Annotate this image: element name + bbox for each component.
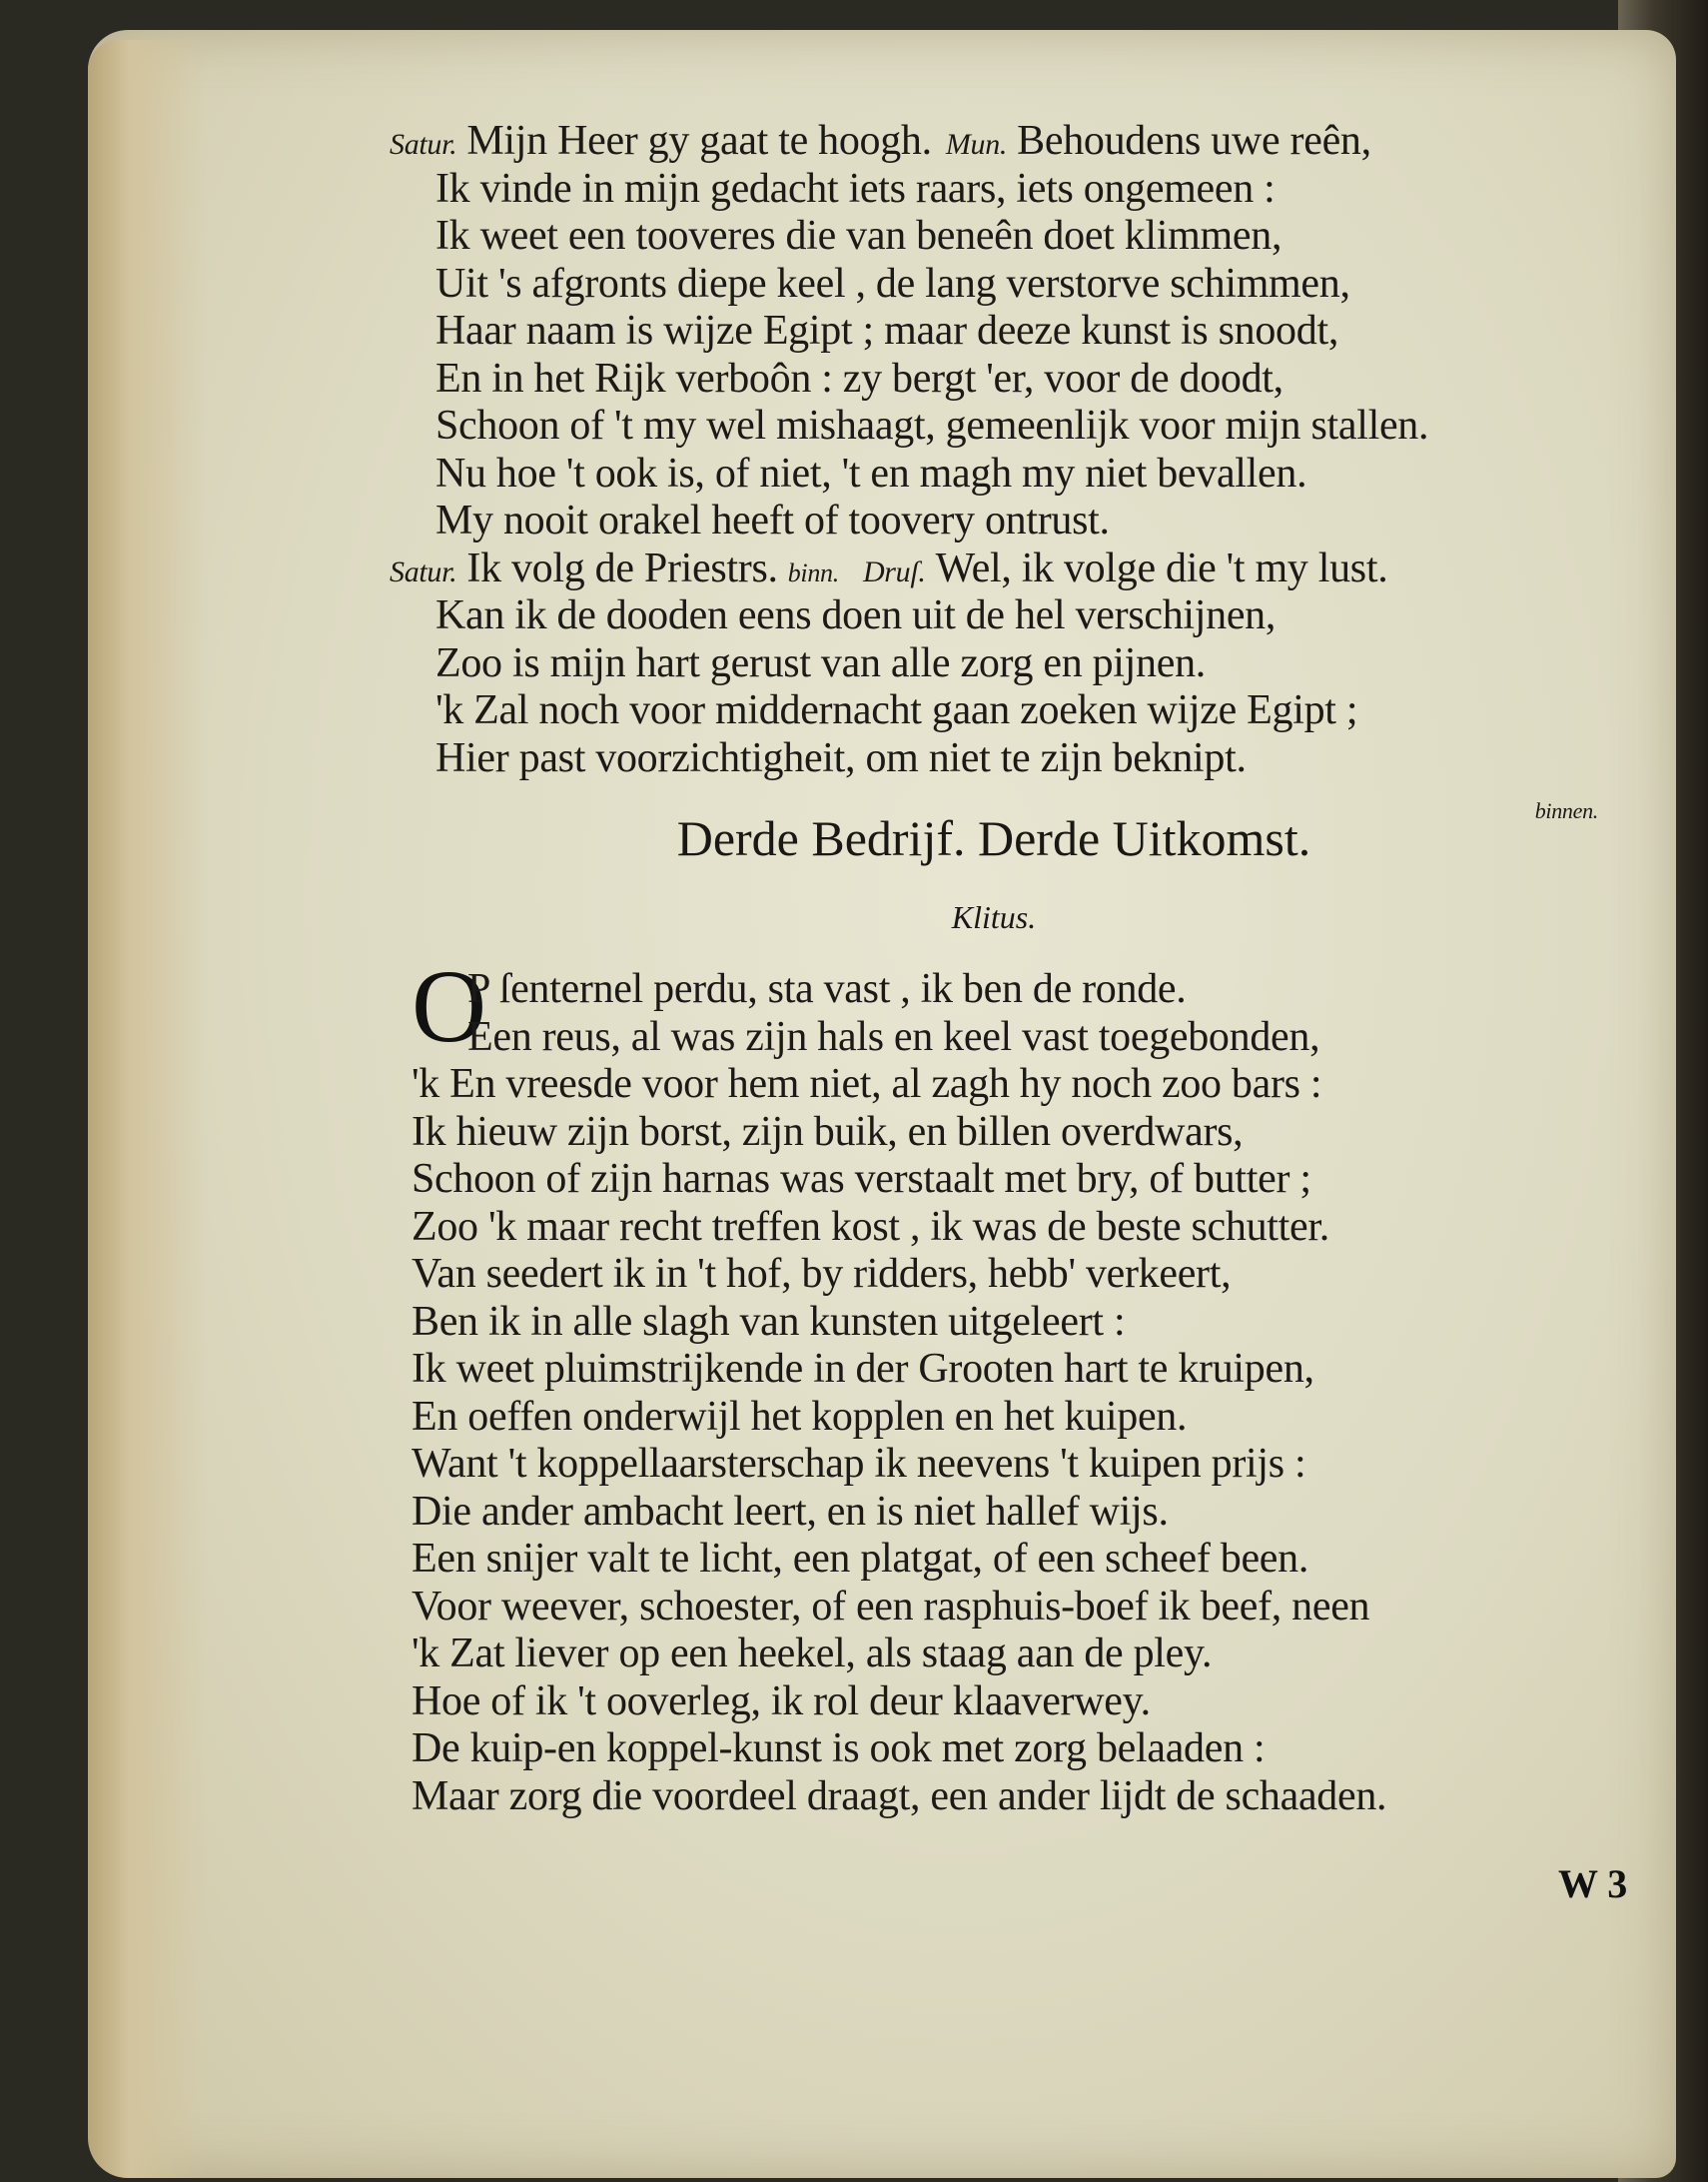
verse-line: Hoe of ik 't ooverleg, ik rol deur klaaverwey.	[412, 1677, 1151, 1724]
verse-block	[412, 966, 1610, 1820]
stage-direction-exit: binnen.	[1534, 798, 1598, 823]
dialogue-text: Mijn Heer gy gaat te hoogh.	[466, 118, 932, 164]
dialogue-line: Uit 's afgronts diepe keel , de lang verstorve schimmen,	[435, 260, 1350, 307]
signature-mark: W 3	[1558, 1861, 1628, 1906]
dialogue-text: Ik volg de Priestrs.	[466, 545, 778, 591]
dialogue-line: Ik weet een tooveres die van beneên doet klimmen,	[435, 213, 1282, 259]
verse-line: Zoo 'k maar recht treffen kost , ik was de beste schutter.	[412, 1203, 1329, 1250]
verse-line: 'k Zat liever op een heekel, als staag aan de pley.	[412, 1631, 1213, 1676]
verse-line: En oeffen onderwijl het kopplen en het kuipen.	[412, 1393, 1188, 1440]
verse-line: Ik hieuw zijn borst, zijn buik, en billen overdwars,	[412, 1108, 1244, 1155]
dialogue-line: En in het Rijk verboôn : zy bergt 'er, voor de doodt,	[435, 355, 1283, 402]
verse-line: Van seedert ik in 't hof, by ridders, hebb' verkeert,	[412, 1251, 1232, 1297]
dialogue-line: Hier past voorzichtigheit, om niet te zijn beknipt.	[435, 734, 1247, 781]
dialogue-line: Zoo is mijn hart gerust van alle zorg en pijnen.	[435, 639, 1206, 686]
dialogue-line: 'k Zal noch voor middernacht gaan zoeken wijze Egipt ;	[435, 687, 1358, 733]
dialogue-text: Behoudens uwe reên,	[1017, 118, 1371, 164]
verse-line: De kuip-en koppel-kunst is ook met zorg belaaden :	[412, 1725, 1266, 1771]
speaker-label: Satur.	[390, 554, 457, 588]
speaker-label: Druſ.	[862, 554, 926, 588]
dialogue-line: Schoon of 't my wel mishaagt, gemeenlijk voor mijn stallen.	[435, 403, 1429, 449]
dialogue-line: My nooit orakel heeft of toovery ontrust.	[435, 498, 1110, 544]
speaker-label: Mun.	[945, 128, 1008, 161]
dialogue-block	[390, 118, 1638, 822]
character-name: Klitus.	[951, 899, 1037, 935]
stage-direction: binn.	[787, 557, 839, 587]
worn-page-edge	[88, 40, 208, 2178]
verse-line: Die ander ambacht leert, en is niet hallef wijs.	[412, 1488, 1169, 1535]
dialogue-line	[390, 546, 1638, 593]
dialogue-line: Ik vinde in mijn gedacht iets raars, iets ongemeen :	[435, 165, 1276, 212]
verse-line: Ik weet pluimstrijkende in der Grooten hart te kruipen,	[412, 1346, 1314, 1392]
dialogue-text: Wel, ik volge die 't my lust.	[935, 545, 1388, 591]
verse-line: Een snijer valt te licht, een platgat, of een scheef been.	[412, 1536, 1309, 1582]
verse-line: 'k En vreesde voor hem niet, al zagh hy noch zoo bars :	[412, 1061, 1322, 1107]
drop-cap: O	[412, 949, 487, 1064]
verse-line: Ben ik in alle slagh van kunsten uitgeleert :	[412, 1298, 1126, 1345]
verse-line: Want 't koppellaarsterschap ik neevens 't kuipen prijs :	[412, 1441, 1306, 1487]
verse-line: Maar zorg die voordeel draagt, een ander lijdt de schaaden.	[412, 1772, 1387, 1819]
dialogue-line: Nu hoe 't ook is, of niet, 't en magh my niet bevallen.	[435, 450, 1307, 497]
verse-line: Voor weever, schoester, of een rasphuis-boef ik beef, neen	[412, 1583, 1370, 1630]
dialogue-line	[390, 118, 1638, 166]
dialogue-line: Kan ik de dooden eens doen uit de hel verschijnen,	[435, 592, 1277, 638]
act-heading: Derde Bedrijf. Derde Uitkomst.	[676, 810, 1311, 866]
verse-line: Een reus, al was zijn hals en keel vast toegebonden,	[467, 1013, 1320, 1060]
verse-line: P ſenternel perdu, sta vast , ik ben de ronde.	[467, 966, 1187, 1012]
speaker-label: Satur.	[390, 128, 457, 161]
verse-line: Schoon of zijn harnas was verstaalt met bry, of butter ;	[412, 1156, 1311, 1202]
dialogue-line: Haar naam is wijze Egipt ; maar deeze kunst is snoodt,	[435, 308, 1339, 354]
